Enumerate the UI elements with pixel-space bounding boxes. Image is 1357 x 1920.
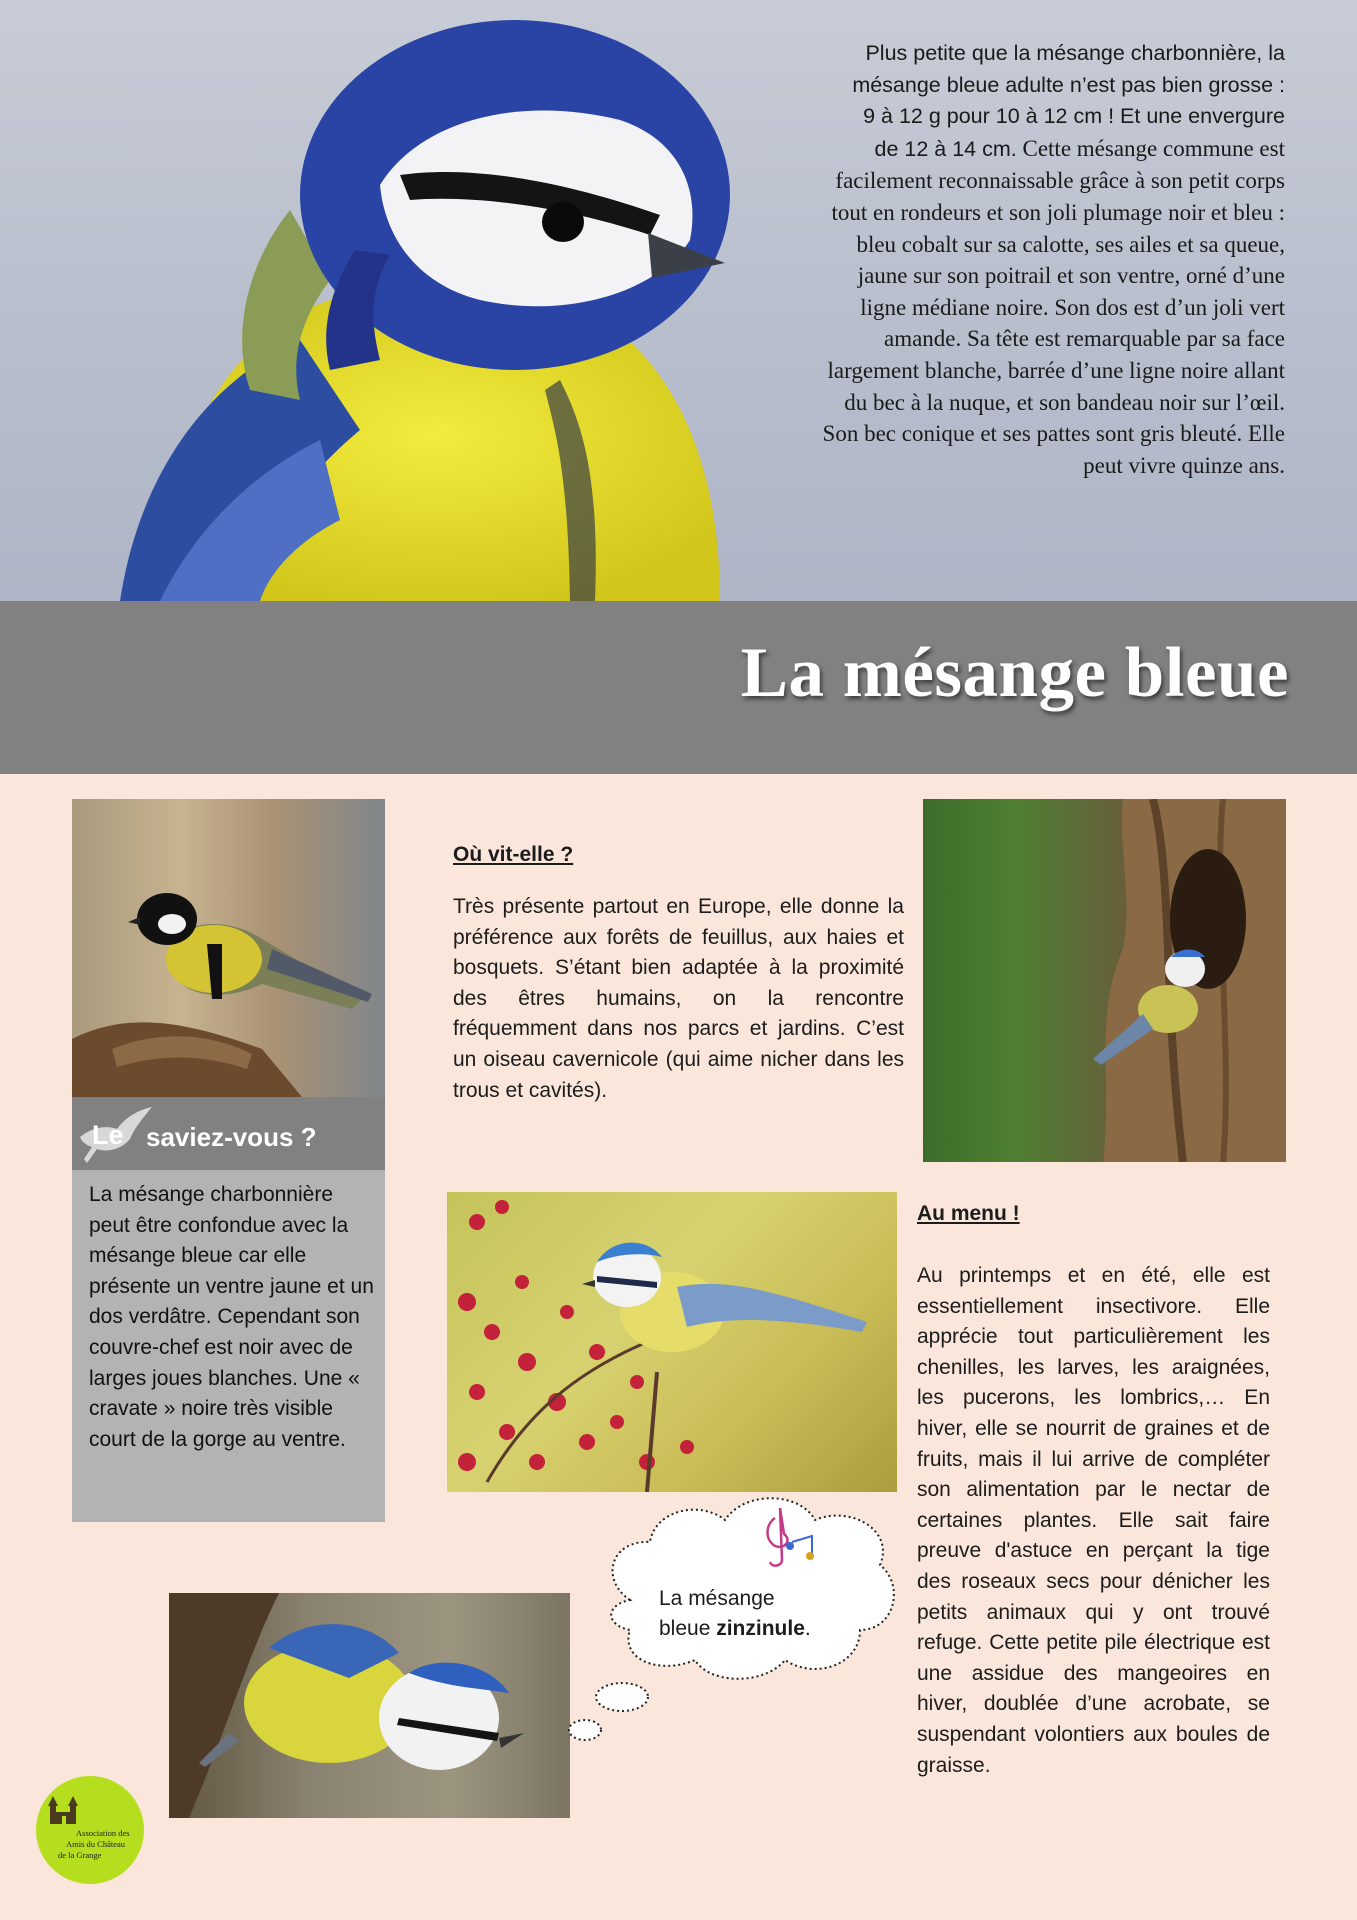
logo-text-line: de la Grange	[58, 1850, 102, 1860]
bubble-line-1: La mésange	[659, 1587, 775, 1610]
bubble-bold-word: zinzinule	[716, 1617, 805, 1640]
bubble-prefix: bleue	[659, 1617, 717, 1640]
tree-hole-photo	[923, 799, 1286, 1162]
menu-text: Au printemps et en été, elle est essentiellement insectivore. Elle apprécie tout particulièrement les chenilles, les larves, les araignées, les pucerons, les lombrics,… En hiver, elle se nourrit de graines et de fruits, mais il lui arrive de compléter son alimentation par le nectar de certaines plantes. Elle sait faire preuve d'astuce en perçant la tige des roseaux secs pour dénicher les petits animaux qui y ont trouvé refuge. Cette petite pile électrique est une assidue des mangeoires en hiver, doublée d’une acrobate, se suspendant volontiers aux boules de graisse.	[917, 1264, 1270, 1777]
bubble-suffix: .	[804, 1617, 811, 1640]
did-you-know-title: saviez-vous ?	[146, 1122, 317, 1152]
hero-text-rest: Cette mésange commune est facilement reconnaissable grâce à son petit corps tout en rondeurs et son joli plumage noir et bleu : bleu cobalt sur sa calotte, ses ailes et sa queue, jaune sur son poitrail et son ventre, orné d’une ligne médiane noire. Son dos est d’un joli vert amande. Sa tête est remarquable par sa face largement blanche, barrée d’une ligne noire allant du bec à la nuque, et son bandeau noir sur l’œil. Son bec conique et ses pattes sont gris bleuté. Elle peut vivre quinze ans.	[822, 135, 1285, 478]
hero-text-line: Plus petite que la mésange charbonnière, la	[865, 41, 1285, 65]
berries-photo	[447, 1192, 897, 1492]
hero-text-line: 9 à 12 g pour 10 à 12 cm ! Et une envergure	[863, 104, 1285, 129]
hero-text-line: de 12 à 14 cm.	[874, 136, 1017, 161]
great-tit-photo	[72, 799, 385, 1097]
menu-heading: Au menu !	[917, 1202, 1020, 1225]
logo-text-line: Association des	[76, 1828, 130, 1838]
hero-description	[815, 38, 1285, 481]
where-heading: Où vit-elle ?	[453, 843, 574, 866]
did-you-know-text: La mésange charbonnière peut être confondue avec la mésange bleue car elle présente un ventre jaune et un dos verdâtre. Cependant son couvre-chef est noir avec de larges joues blanches. Une « cravate » noire très visible court de la gorge au ventre.	[89, 1183, 374, 1451]
association-logo	[36, 1776, 144, 1884]
hero-text-line: mésange bleue adulte n’est pas bien grosse :	[852, 72, 1285, 97]
where-text: Très présente partout en Europe, elle donne la préférence aux forêts de feuillus, aux haies et bosquets. S’étant bien adaptée à la proximité des êtres humains, on la rencontre fréquemment dans nos parcs et jardins. C’est un oiseau cavernicole (qui aime nicher dans les trous et cavités).	[453, 895, 904, 1102]
did-you-know-le: Le	[92, 1120, 124, 1150]
hanging-tit-photo	[169, 1593, 570, 1818]
page-title: La mésange bleue	[740, 634, 1289, 712]
bubble-line-2	[659, 1614, 811, 1644]
bubble-text	[659, 1584, 811, 1644]
logo-text-line: Amis du Château	[66, 1839, 126, 1849]
